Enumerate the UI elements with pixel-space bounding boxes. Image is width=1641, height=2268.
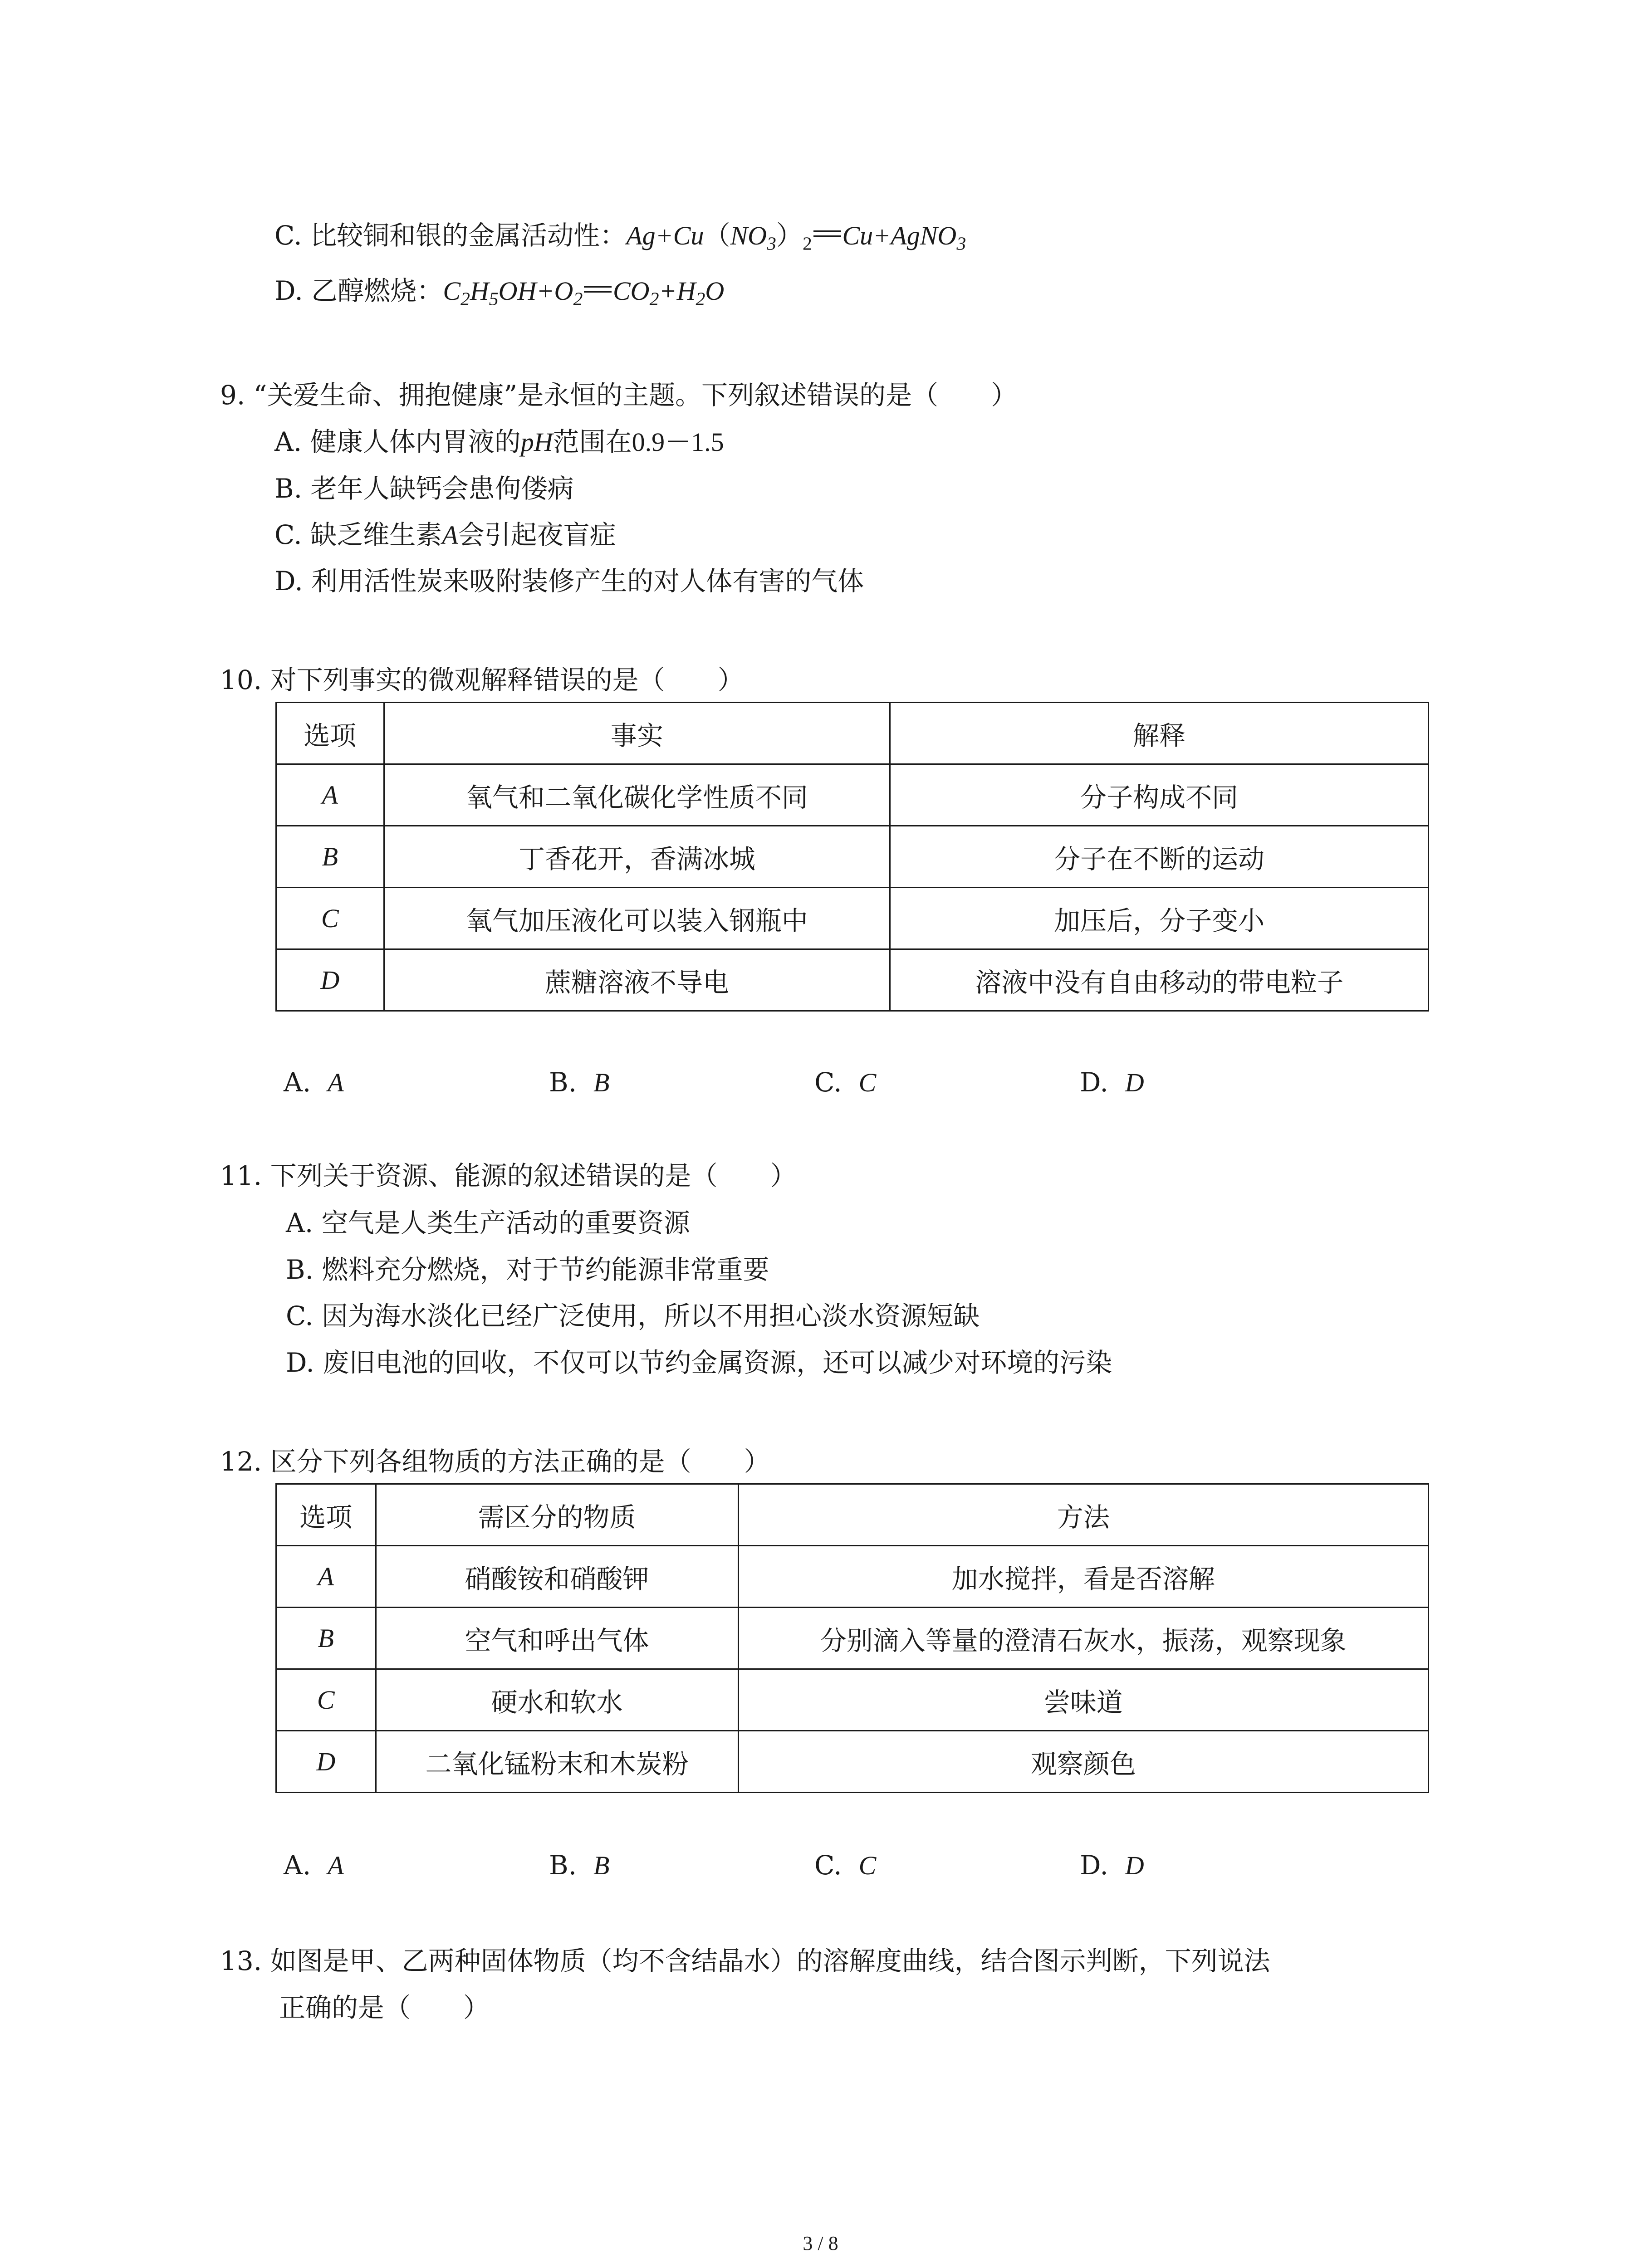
header-substance: 需区分的物质 [376,1484,738,1546]
header-option: 选项 [276,703,384,764]
row-option: C [276,1669,376,1731]
row-explanation: 分子在不断的运动 [890,826,1429,888]
q13-stem-line1: 13. 如图是甲、乙两种固体物质（均不含结晶水）的溶解度曲线，结合图示判断，下列说法 [220,1945,1270,1976]
equals-sign [813,230,841,237]
q12-answer-b: B. B [549,1850,610,1881]
row-fact: 氧气加压液化可以装入钢瓶中 [384,888,890,949]
table-row [276,1731,1429,1793]
row-explanation: 加压后，分子变小 [890,888,1429,949]
row-option: A [276,764,384,826]
table-header-row [276,703,1429,764]
q9-option-b: B. 老年人缺钙会患佝偻病 [274,473,574,504]
q10-table [275,702,1429,1012]
header-explanation: 解释 [890,703,1429,764]
row-substance: 硬水和软水 [376,1669,738,1731]
q10-answer-b: B. B [549,1067,610,1098]
q10-answer-d: D. D [1080,1067,1144,1098]
table-row [276,888,1429,949]
q9-stem: 9. “关爱生命、拥抱健康”是永恒的主题。下列叙述错误的是（ ） [220,380,1018,411]
table-row [276,826,1429,888]
option-d-text: D. 乙醇燃烧： [274,275,443,306]
row-explanation: 分子构成不同 [890,764,1429,826]
row-fact: 丁香花开，香满冰城 [384,826,890,888]
q10-stem: 10. 对下列事实的微观解释错误的是（ ） [220,665,744,695]
q9-option-c: C. 缺乏维生素A会引起夜盲症 [274,519,616,550]
equation-ethanol: $C_2H_5OH+O_2$ [443,276,583,310]
row-option: B [276,1608,376,1669]
q11-option-b: B. 燃料充分燃烧，对于节约能源非常重要 [286,1254,769,1285]
row-method: 分别滴入等量的澄清石灰水，振荡，观察现象 [738,1608,1428,1669]
row-substance: 空气和呼出气体 [376,1608,738,1669]
q12-table [275,1483,1429,1793]
header-option: 选项 [276,1484,376,1546]
table-row [276,1669,1429,1731]
q12-stem: 12. 区分下列各组物质的方法正确的是（ ） [220,1446,770,1477]
q10-answer-a: A. A [284,1067,344,1098]
q11-option-a: A. 空气是人类生产活动的重要资源 [286,1207,690,1238]
table-row [276,1546,1429,1608]
row-method: 加水搅拌，看是否溶解 [738,1546,1428,1608]
row-fact: 蔗糖溶液不导电 [384,949,890,1011]
option-c-copper-silver: C. 比较铜和银的金属活动性：$Ag+Cu(NO_3)_2$ Cu+AgNO$_3$ [274,220,966,254]
q9-option-a: A. 健康人体内胃液的pH范围在0.9－1.5 [274,426,724,457]
q13-stem-line2: 正确的是（ ） [279,1992,490,2023]
row-option: B [276,826,384,888]
header-method: 方法 [738,1484,1428,1546]
row-substance: 二氧化锰粉末和木炭粉 [376,1731,738,1793]
row-method: 尝味道 [738,1669,1428,1731]
option-c-text: C. 比较铜和银的金属活动性： [274,220,627,251]
table-row [276,764,1429,826]
row-option: A [276,1546,376,1608]
q12-answer-c: C. C [814,1850,877,1881]
header-fact: 事实 [384,703,890,764]
row-fact: 氧气和二氧化碳化学性质不同 [384,764,890,826]
equals-sign [584,286,612,293]
q12-answer-d: D. D [1080,1850,1144,1881]
table-header-row [276,1484,1429,1546]
q9-option-d: D. 利用活性炭来吸附装修产生的对人体有害的气体 [274,566,864,596]
row-explanation: 溶液中没有自由移动的带电粒子 [890,949,1429,1011]
row-option: C [276,888,384,949]
option-d-ethanol: D. 乙醇燃烧：$C_2H_5OH+O_2$ $CO_2+H_2O$ [274,275,725,310]
q12-answer-a: A. A [284,1850,344,1881]
row-option: D [276,1731,376,1793]
q11-option-d: D. 废旧电池的回收，不仅可以节约金属资源，还可以减少对环境的污染 [286,1347,1112,1378]
table-row [276,949,1429,1011]
equation-copper-silver: Ag+Cu [626,221,704,250]
q10-answer-c: C. C [814,1067,877,1098]
row-substance: 硝酸铵和硝酸钾 [376,1546,738,1608]
row-method: 观察颜色 [738,1731,1428,1793]
table-row [276,1608,1429,1669]
q11-stem: 11. 下列关于资源、能源的叙述错误的是（ ） [220,1160,797,1191]
row-option: D [276,949,384,1011]
q11-option-c: C. 因为海水淡化已经广泛使用，所以不用担心淡水资源短缺 [286,1300,980,1331]
page-number: 3 / 8 [803,2232,838,2254]
